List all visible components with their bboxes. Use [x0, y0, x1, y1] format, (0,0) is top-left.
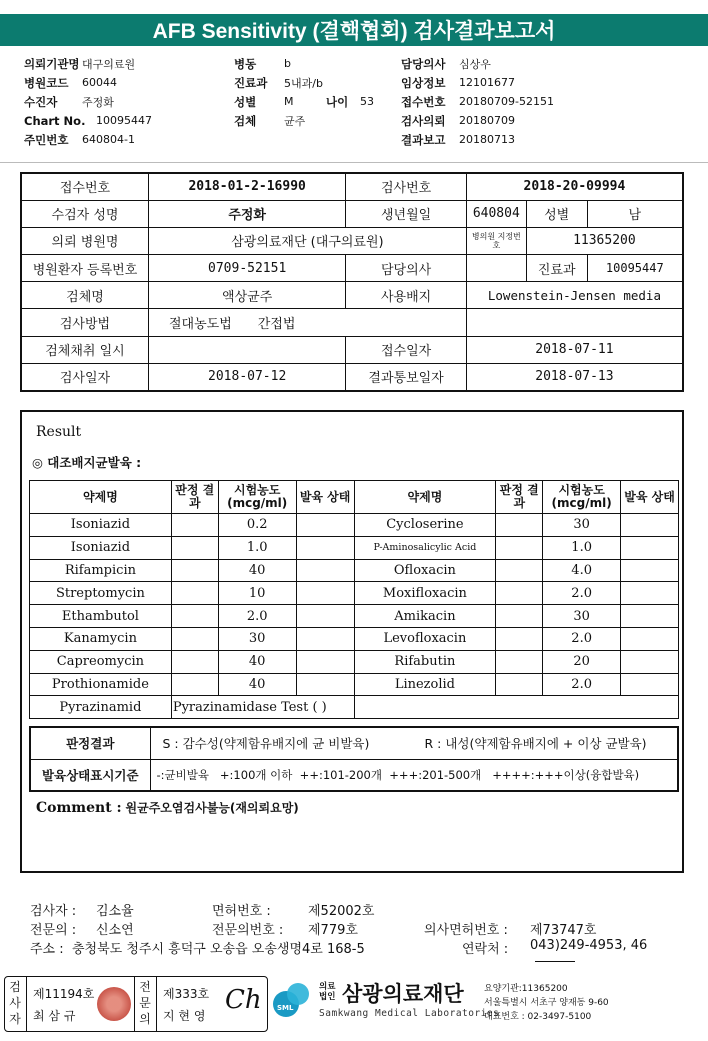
header-value: 12101677 [459, 76, 515, 89]
result-title: Result [36, 424, 82, 440]
header-drug: 약제명 [30, 481, 172, 514]
address-label: 주소 : [30, 942, 64, 957]
conc-cell: 0.2 [218, 514, 296, 537]
judge-s: S : 감수성(약제함유배지에 균 비발육) [162, 736, 370, 752]
tester-name: 김소율 [96, 904, 134, 919]
header-value: 10095447 [96, 114, 152, 127]
judge-cell [171, 605, 218, 628]
drug-name: P-Aminosalicylic Acid [354, 536, 496, 559]
method-1: 절대농도법 [169, 317, 232, 333]
spec-no-label: 전문의번호 : [212, 923, 284, 938]
judge-cell [171, 514, 218, 537]
growth-cell [296, 650, 354, 673]
judge-values [150, 727, 678, 759]
conc-cell: 2.0 [543, 673, 621, 696]
header-value: 20180709-52151 [459, 95, 554, 108]
judge-cell [496, 582, 543, 605]
contact: 043)249-4953, 46 [530, 938, 648, 953]
specimen: 액상균주 [149, 282, 346, 309]
header-value: 20180709 [459, 114, 515, 127]
growth-cell [621, 650, 679, 673]
judge-cell [496, 559, 543, 582]
lab-info-3: 대표번호 : 02-3497-5100 [484, 1012, 592, 1022]
cell-label: 병의원 지정번호 [466, 227, 526, 254]
drug-row [30, 536, 679, 559]
judge-cell [171, 627, 218, 650]
lab-english: Samkwang Medical Laboratories [319, 1008, 500, 1019]
drug-name: Isoniazid [30, 514, 172, 537]
growth-cell [621, 536, 679, 559]
drug-name: Kanamycin [30, 627, 172, 650]
growth-cell [621, 627, 679, 650]
drug-row [30, 627, 679, 650]
conc-cell: 30 [218, 627, 296, 650]
spec-v-cell [135, 977, 157, 1031]
sex: 남 [587, 200, 683, 227]
divider [535, 961, 575, 962]
signature-box [4, 976, 268, 1032]
header-col-3 [401, 54, 554, 149]
header-label: 주민번호 [24, 132, 69, 147]
growth-cell [296, 673, 354, 696]
growth-cell [296, 582, 354, 605]
drug-table [29, 480, 679, 719]
cell-label: 성별 [526, 200, 587, 227]
header-divider [0, 162, 708, 163]
conc-cell: 1.0 [543, 536, 621, 559]
conc-cell: 20 [543, 650, 621, 673]
growth-cell [621, 514, 679, 537]
pza-test: Pyrazinamidase Test ( ) [171, 696, 354, 719]
medium: Lowenstein-Jensen media [466, 282, 683, 309]
pza-drug: Pyrazinamid [30, 696, 172, 719]
criteria-table [29, 726, 679, 792]
drug-row [30, 514, 679, 537]
growth-cell [621, 673, 679, 696]
judge-cell [496, 650, 543, 673]
contact-label: 연락처 : [462, 942, 509, 957]
header-value: 균주 [284, 114, 306, 128]
age-label: 나이 [326, 94, 349, 109]
control-growth: ◎ 대조배지균발육 : [32, 455, 142, 470]
test-no: 2018-20-09994 [466, 173, 683, 200]
header-value: 대구의료원 [82, 57, 136, 71]
header-label: 병원코드 [24, 75, 69, 90]
designated-no: 11365200 [526, 227, 683, 254]
cell-label: 의뢰 병원명 [21, 227, 149, 254]
growth-cell [296, 536, 354, 559]
cell-label: 검사일자 [21, 363, 149, 390]
header-value: 640804-1 [82, 133, 135, 146]
v-char: 사 [9, 996, 21, 1010]
cell-label: 검체채취 일시 [21, 336, 149, 363]
header-label: 수진자 [24, 94, 58, 109]
header-value: M [284, 95, 294, 108]
header-value: 심상우 [459, 57, 491, 71]
drug-name: Streptomycin [30, 582, 172, 605]
v-char: 문 [139, 996, 151, 1010]
method-2: 간접법 [257, 317, 296, 333]
result-section [20, 410, 684, 873]
growth-cell [296, 605, 354, 628]
header-label: 의뢰기관명 [24, 56, 80, 71]
header-label: 임상정보 [401, 75, 446, 90]
signature-scribble: Ch [225, 985, 262, 1015]
report-title: AFB Sensitivity (결핵협회) 검사결과보고서 [0, 14, 708, 46]
cell-label: 진료과 [526, 255, 587, 282]
conc-cell: 40 [218, 650, 296, 673]
conc-cell: 10 [218, 582, 296, 605]
header-label: 담당의사 [401, 56, 446, 71]
header-label: 접수번호 [401, 94, 446, 109]
drug-name: Amikacin [354, 605, 496, 628]
header-drug: 약제명 [354, 481, 496, 514]
doc-license: 제73747호 [530, 923, 597, 938]
lab-name: 삼광의료재단 [342, 982, 464, 1006]
conc-cell: 30 [543, 605, 621, 628]
drug-row [30, 559, 679, 582]
judge-cell [171, 559, 218, 582]
method [149, 309, 467, 336]
drug-name: Prothionamide [30, 673, 172, 696]
growth-cell [621, 605, 679, 628]
header-col-2 [234, 54, 374, 130]
drug-name: Levofloxacin [354, 627, 496, 650]
judge-cell [496, 673, 543, 696]
v-char: 의 [139, 1012, 151, 1026]
patient-info-table [20, 172, 684, 392]
header-label: 검사의뢰 [401, 113, 446, 128]
sml-logo-text: SML [277, 1004, 294, 1012]
growth-cell [296, 514, 354, 537]
header-label: 성별 [234, 94, 257, 109]
dept: 10095447 [587, 255, 683, 282]
patient-name: 주정화 [149, 200, 346, 227]
hospital-name: 삼광의료재단 (대구의료원) [149, 227, 467, 254]
drug-row [30, 605, 679, 628]
lab-info [484, 982, 609, 1024]
lab-info-1: 요양기관:11365200 [484, 984, 568, 994]
spec-no: 제779호 [308, 923, 358, 938]
comment-label: Comment : [36, 800, 122, 816]
header-growth: 발육 상태 [296, 481, 354, 514]
conc-cell: 1.0 [218, 536, 296, 559]
license-no: 제52002호 [308, 904, 375, 919]
reg-no: 0709-52151 [149, 255, 346, 282]
header-judge: 판정 결과 [496, 481, 543, 514]
header-judge: 판정 결과 [171, 481, 218, 514]
header-label: Chart No. [24, 113, 86, 128]
drug-row [30, 650, 679, 673]
header-label: 결과보고 [401, 132, 446, 147]
growth-cell [621, 559, 679, 582]
judge-label: 판정결과 [30, 727, 150, 759]
lab-corp: 의료 법인 [319, 982, 336, 1002]
growth-cell [621, 582, 679, 605]
tester-label: 검사자 : [30, 904, 77, 919]
drug-name: Ethambutol [30, 605, 172, 628]
cell-label: 결과통보일자 [346, 363, 467, 390]
drug-row [30, 673, 679, 696]
judge-cell [171, 582, 218, 605]
conc-cell: 2.0 [543, 627, 621, 650]
growth-cell [296, 559, 354, 582]
spec-sign-no: 제333호 [163, 987, 210, 1001]
drug-name: Isoniazid [30, 536, 172, 559]
drug-name: Rifabutin [354, 650, 496, 673]
doc-license-label: 의사면허번호 : [424, 923, 508, 938]
cell-label: 생년월일 [346, 200, 467, 227]
cell-label: 병원환자 등록번호 [21, 255, 149, 282]
tester-sign-name: 최 삼 규 [33, 1009, 76, 1023]
header-growth: 발육 상태 [621, 481, 679, 514]
conc-cell: 30 [543, 514, 621, 537]
header-conc: 시험농도 (mcg/ml) [543, 481, 621, 514]
header-value: b [284, 57, 291, 70]
address: 충청북도 청주시 흥덕구 오송읍 오송생명4로 168-5 [72, 942, 365, 957]
tested-date: 2018-07-12 [149, 363, 346, 390]
v-char: 자 [9, 1012, 21, 1026]
conc-cell: 2.0 [543, 582, 621, 605]
judge-cell [496, 514, 543, 537]
receipt-no: 2018-01-2-16990 [149, 173, 346, 200]
license-label: 면허번호 : [212, 904, 271, 919]
cell-label: 검사번호 [346, 173, 467, 200]
sml-logo-icon [272, 980, 312, 1020]
header-value: 5내과/b [284, 76, 323, 90]
tester-sign-cell [27, 977, 135, 1031]
age-value: 53 [360, 95, 374, 108]
header-conc: 시험농도 (mcg/ml) [218, 481, 296, 514]
drug-name: Linezolid [354, 673, 496, 696]
cell-label: 검사방법 [21, 309, 149, 336]
dob: 640804 [466, 200, 526, 227]
specialist-name: 신소연 [96, 923, 134, 938]
judge-cell [496, 536, 543, 559]
judge-r: R : 내성(약제함유배지에 + 이상 균발육) [424, 736, 647, 752]
tester-no: 제11194호 [33, 987, 95, 1001]
drug-name: Rifampicin [30, 559, 172, 582]
cell-label: 접수번호 [21, 173, 149, 200]
drug-name: Moxifloxacin [354, 582, 496, 605]
cell-label: 담당의사 [346, 255, 467, 282]
specialist-label: 전문의 : [30, 923, 77, 938]
header-label: 검체 [234, 113, 257, 128]
empty-cell [466, 309, 683, 336]
judge-cell [171, 673, 218, 696]
header-col-1 [24, 54, 152, 149]
notified-date: 2018-07-13 [466, 363, 683, 390]
v-char: 검 [9, 980, 21, 994]
spec-sign-name: 지 현 영 [163, 1009, 206, 1023]
comment-text: 원균주오염검사불능(재의뢰요망) [125, 801, 299, 815]
v-char: 전 [139, 980, 151, 994]
header-value: 60044 [82, 76, 117, 89]
header-label: 병동 [234, 56, 257, 71]
received-date: 2018-07-11 [466, 336, 683, 363]
judge-cell [496, 627, 543, 650]
tester-seal [97, 987, 131, 1021]
lab-info-2: 서울특별시 서초구 양재동 9-60 [484, 998, 609, 1008]
growth-text: -:균비발육 +:100개 이하 ++:101-200개 +++:201-500개 ++++:+++이상(융합발육) [150, 759, 678, 791]
tester-v-cell [5, 977, 27, 1031]
conc-cell: 40 [218, 559, 296, 582]
cell-label: 접수일자 [346, 336, 467, 363]
comment [36, 799, 299, 816]
header-value: 주정화 [82, 95, 114, 109]
judge-cell [496, 605, 543, 628]
drug-name: Ofloxacin [354, 559, 496, 582]
judge-cell [171, 650, 218, 673]
judge-cell [171, 536, 218, 559]
growth-label: 발육상태표시기준 [30, 759, 150, 791]
collect-date [149, 336, 346, 363]
empty-cell [354, 696, 678, 719]
cell-label: 검체명 [21, 282, 149, 309]
doctor [466, 255, 526, 282]
drug-row [30, 582, 679, 605]
header-label: 진료과 [234, 75, 268, 90]
conc-cell: 4.0 [543, 559, 621, 582]
drug-name: Cycloserine [354, 514, 496, 537]
header-value: 20180713 [459, 133, 515, 146]
drug-name: Capreomycin [30, 650, 172, 673]
conc-cell: 40 [218, 673, 296, 696]
cell-label: 수검자 성명 [21, 200, 149, 227]
cell-label: 사용배지 [346, 282, 467, 309]
conc-cell: 2.0 [218, 605, 296, 628]
growth-cell [296, 627, 354, 650]
